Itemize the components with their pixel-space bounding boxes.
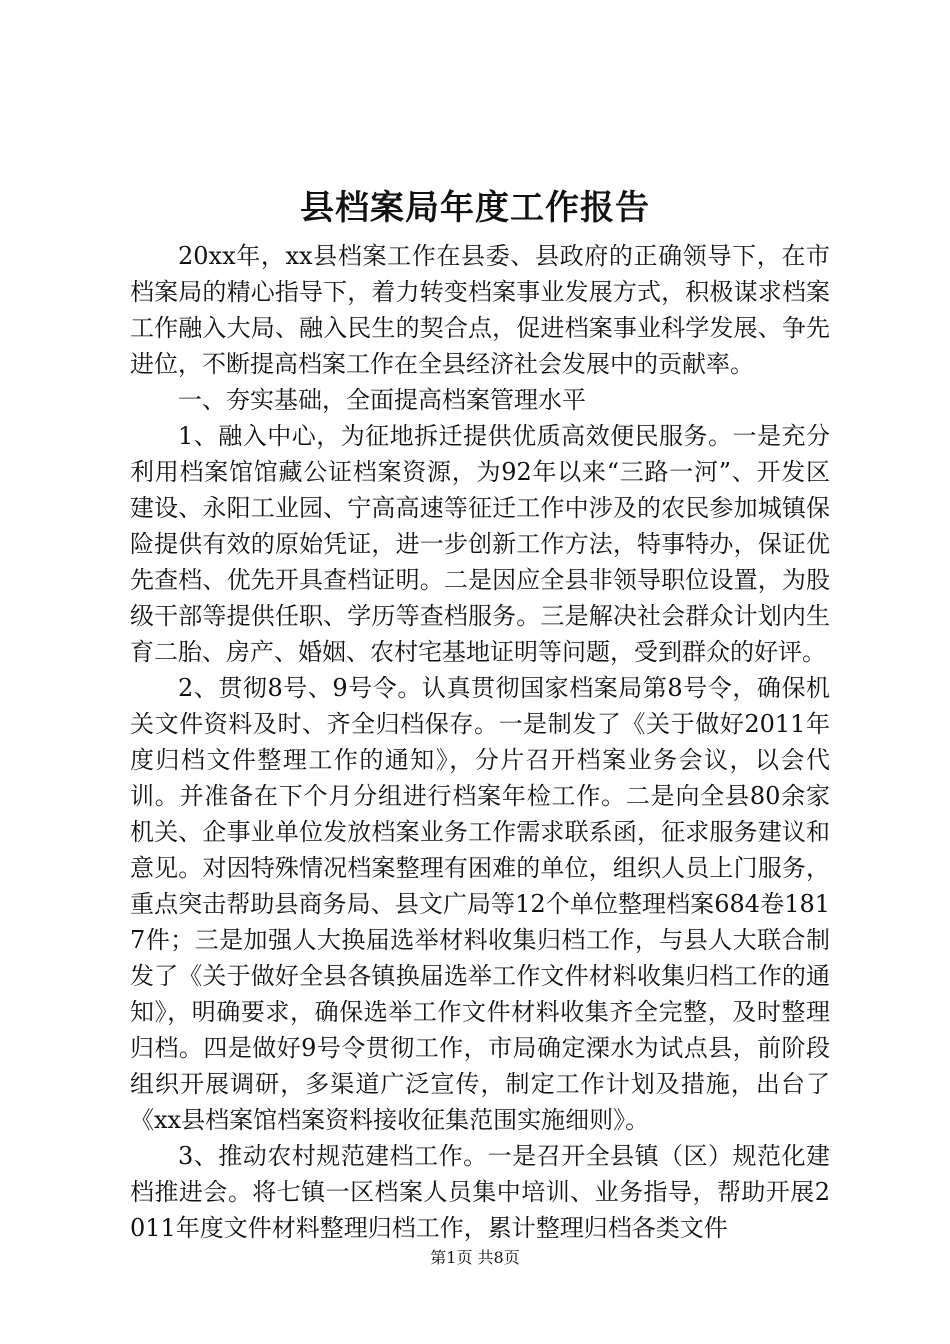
- item-paragraph-3: 3、推动农村规范建档工作。一是召开全县镇（区）规范化建档推进会。将七镇一区档案人员集中培训、业务指导，帮助开展2011年度文件材料整理归档工作，累计整理归档各类文件: [130, 1142, 830, 1242]
- page-footer: 第1页 共8页: [430, 1248, 520, 1267]
- section-heading-1: 一、夯实基础，全面提高档案管理水平: [178, 386, 586, 414]
- item-paragraph-2: 2、贯彻8号、9号令。认真贯彻国家档案局第8号令，确保机关文件资料及时、齐全归档保存。一是制发了《关于做好2011年度归档文件整理工作的通知》，分片召开档案业务会议，以会代训。并准备在下个月分组进行档案年检工作。二是向全县80余家机关、企事业单位发放档案业务工作需求联系函，征求服务建议和意见。对因特殊情况档案整理有困难的单位，组织人员上门服务，重点突击帮助县商务局、县文广局等12个单位整理档案684卷1817件；三是加强人大换届选举材料收集归档工作，与县人大联合制发了《关于做好全县各镇换届选举工作文件材料收集归档工作的通知》，明确要求，确保选举工作文件材料收集齐全完整，及时整理归档。四是做好9号令贯彻工作，市局确定溧水为试点县，前阶段组织开展调研，多渠道广泛宣传，制定工作计划及措施，出台了《xx县档案馆档案资料接收征集范围实施细则》。: [130, 674, 830, 1134]
- item-paragraph-1: 1、融入中心，为征地拆迁提供优质高效便民服务。一是充分利用档案馆馆藏公证档案资源，为92年以来“三路一河”、开发区建设、永阳工业园、宁高高速等征迁工作中涉及的农民参加城镇保险提供有效的原始凭证，进一步创新工作方法，特事特办，保证优先查档、优先开具查档证明。二是因应全县非领导职位设置，为股级干部等提供任职、学历等查档服务。三是解决社会群众计划内生育二胎、房产、婚姻、农村宅基地证明等问题，受到群众的好评。: [130, 422, 830, 666]
- document-title: 县档案局年度工作报告: [300, 188, 650, 228]
- document-body: [130, 238, 830, 1246]
- intro-paragraph: 20xx年，xx县档案工作在县委、县政府的正确领导下，在市档案局的精心指导下，着力转变档案事业发展方式，积极谋求档案工作融入大局、融入民生的契合点，促进档案事业科学发展、争先进位，不断提高档案工作在全县经济社会发展中的贡献率。: [130, 242, 830, 378]
